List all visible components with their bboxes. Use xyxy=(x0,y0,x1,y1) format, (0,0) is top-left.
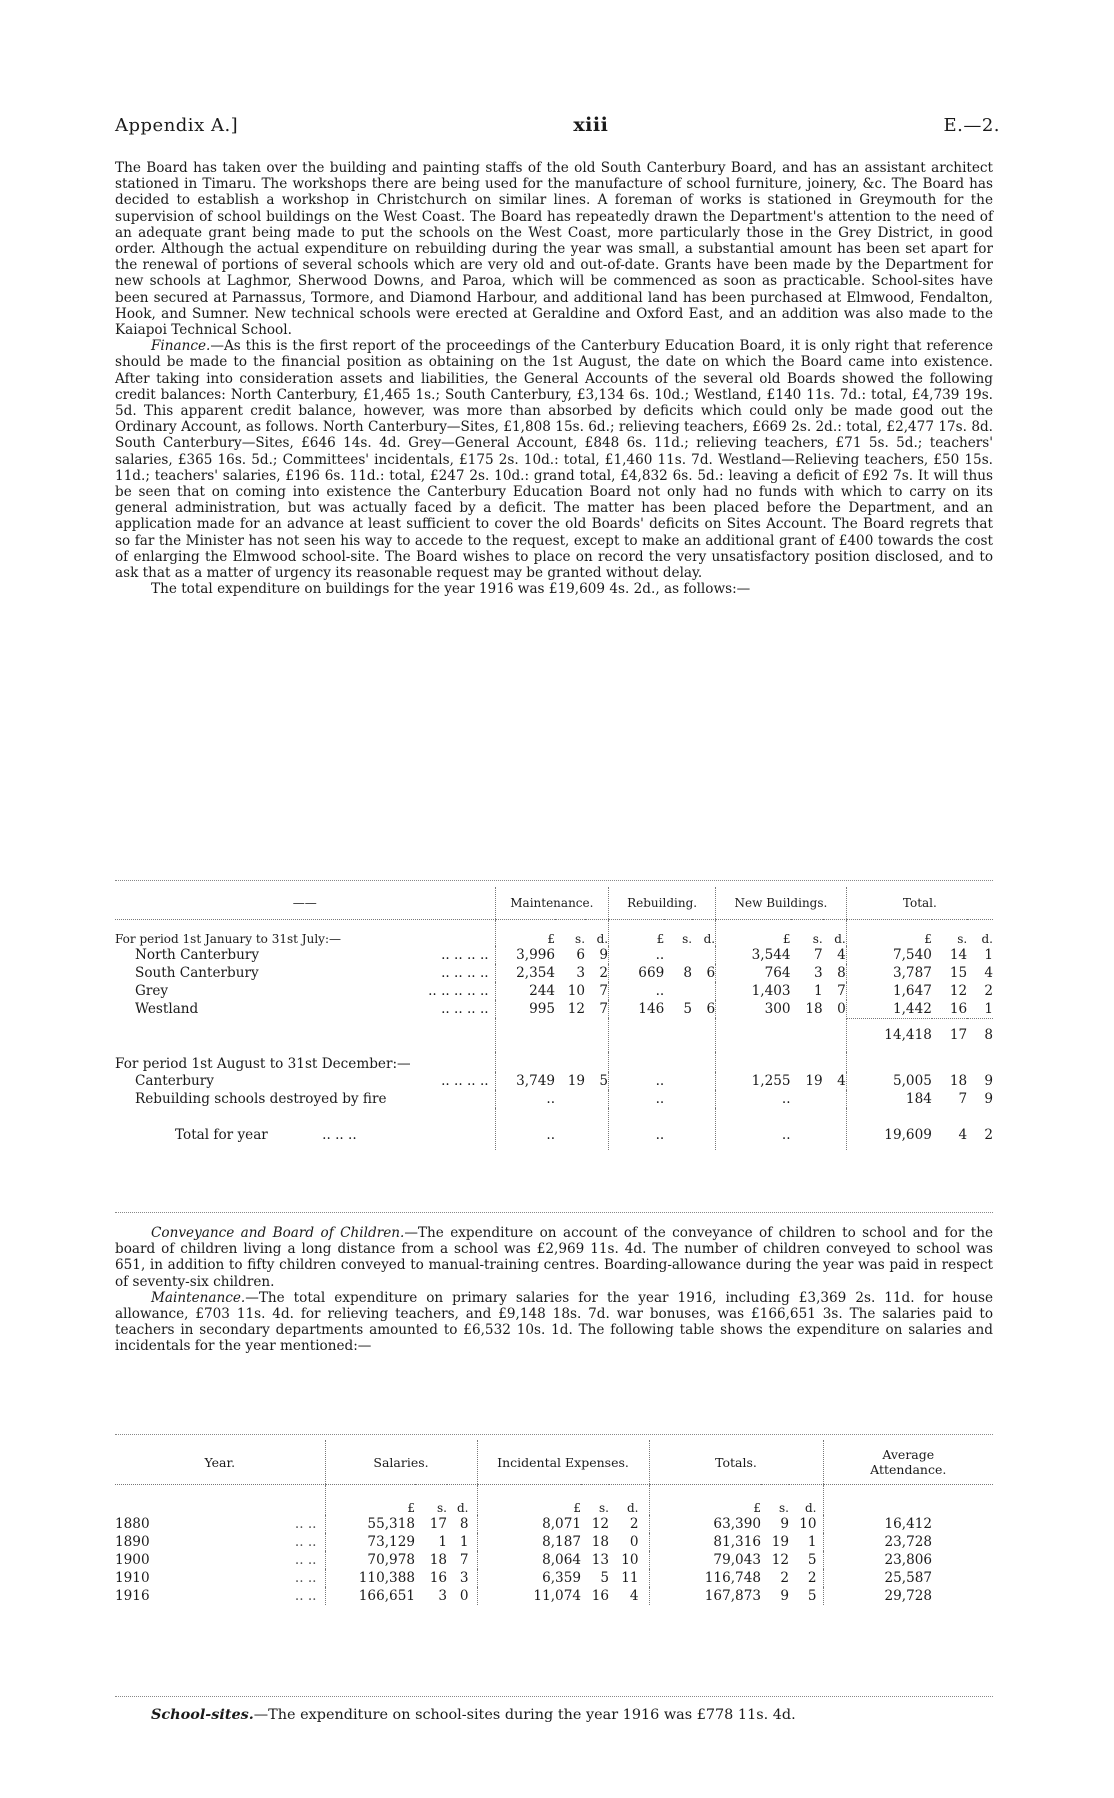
amount-cell-inc: 13 xyxy=(591,1552,609,1568)
amount-cell-t: 14 xyxy=(949,947,968,963)
header-appendix: Appendix A.] xyxy=(115,115,239,136)
amount-cell-tot: 19 xyxy=(771,1534,789,1550)
amount-cell-t: 3,787 xyxy=(846,964,932,982)
unit-pence: d. xyxy=(596,932,609,946)
salaries-units-row xyxy=(115,1485,993,1516)
amount-cell-r: 146 xyxy=(609,1000,665,1018)
row-label: South Canterbury xyxy=(135,965,259,981)
amount-cell-r: 8 xyxy=(683,965,693,981)
header-year: Year. xyxy=(115,1440,325,1485)
school-sites-paragraph xyxy=(151,1706,796,1723)
total-new-buildings: .. xyxy=(716,1108,791,1150)
amount-cell-r: .. xyxy=(609,946,665,964)
amount-cell-m: 3 xyxy=(576,965,586,981)
amount-cell-sal: 3 xyxy=(438,1588,447,1604)
total-year-pence: 2 xyxy=(984,1127,993,1143)
table-row xyxy=(115,1000,993,1018)
header-blank: —— xyxy=(115,887,495,920)
amount-cell-m: 9 xyxy=(599,947,609,963)
table-row xyxy=(115,1090,993,1108)
period-two-rows xyxy=(115,1072,993,1108)
table-row xyxy=(115,982,993,1000)
amount-cell-sal: 8 xyxy=(459,1516,469,1532)
subtotal-pounds: 14,418 xyxy=(846,1018,932,1052)
school-sites-text: —The expenditure on school-sites during the year 1916 was £778 11s. 4d. xyxy=(253,1707,796,1723)
amount-cell-tot: 2 xyxy=(807,1570,817,1586)
header-maintenance: Maintenance. xyxy=(495,887,608,920)
amount-cell-sal: 1 xyxy=(459,1534,469,1550)
row-label-cell xyxy=(115,1072,495,1090)
unit-pence: d. xyxy=(703,932,716,946)
amount-cell-m: 2,354 xyxy=(495,964,555,982)
amount-cell-tot: 167,873 xyxy=(649,1587,761,1605)
table-row xyxy=(115,946,993,964)
maintenance-text: —The total expenditure on primary salaries for the year 1916, including £3,369 2s. 11d. for house allowance, £703 11s. 4d. for relieving teachers, and £9,148 18s. 7d. war bonuses, was £166,651 3s. The salaries paid to teachers in secondary departments amounted to £6,532 10s. 1d. The following table shows the expenditure on salaries and incidentals for the year mentioned:— xyxy=(115,1289,993,1355)
table-row xyxy=(115,1587,993,1605)
year-cell xyxy=(115,1587,325,1605)
period-two-heading-row xyxy=(115,1052,993,1072)
header-total: Total. xyxy=(846,887,993,920)
amount-cell-n: 18 xyxy=(805,1001,823,1017)
leader-dots: .. .. xyxy=(294,1534,317,1550)
buildings-expenditure-table xyxy=(115,887,993,1150)
conveyance-heading: Conveyance and Board of Children. xyxy=(151,1225,405,1241)
unit-pounds: £ xyxy=(846,920,932,947)
amount-cell-inc: 8,187 xyxy=(477,1533,581,1551)
amount-cell-r xyxy=(664,1072,692,1090)
header-new-buildings: New Buildings. xyxy=(716,887,847,920)
period-one-label: For period 1st January to 31st July:— xyxy=(115,932,341,946)
amount-cell-inc: 8,064 xyxy=(477,1551,581,1569)
body-text-top xyxy=(115,160,993,597)
unit-shillings: s. xyxy=(779,1501,789,1515)
amount-cell-m: 244 xyxy=(495,982,555,1000)
buildings-header-row xyxy=(115,887,993,920)
total-for-year-label: Total for year xyxy=(175,1127,268,1143)
year-label: 1900 xyxy=(115,1552,150,1568)
amount-cell-n xyxy=(791,1090,823,1108)
amount-cell-t: 4 xyxy=(984,965,993,981)
amount-cell-tot: 81,316 xyxy=(649,1533,761,1551)
amount-cell-m: 7 xyxy=(599,983,609,999)
amount-cell-t: 1,647 xyxy=(846,982,932,1000)
amount-cell-n: 1,255 xyxy=(716,1072,791,1090)
leader-dots: .. .. .. xyxy=(322,1127,357,1143)
amount-cell-r xyxy=(664,982,692,1000)
leader-dots: .. .. .. .. .. xyxy=(428,983,489,999)
unit-shillings: s. xyxy=(575,932,586,946)
amount-cell-inc: 0 xyxy=(629,1534,639,1550)
leader-dots: .. .. .. .. xyxy=(441,1001,489,1017)
salaries-table-top-rule xyxy=(115,1434,993,1435)
amount-cell-r: .. xyxy=(609,1072,665,1090)
amount-cell-sal: 7 xyxy=(459,1552,469,1568)
year-cell xyxy=(115,1533,325,1551)
amount-cell-n: 7 xyxy=(837,983,846,999)
amount-cell-n: 1 xyxy=(814,983,823,999)
amount-cell-sal: 17 xyxy=(429,1516,447,1532)
amount-cell-inc: 5 xyxy=(600,1570,609,1586)
body-text-middle xyxy=(115,1225,993,1355)
amount-cell-r xyxy=(692,946,716,964)
total-year-shillings: 4 xyxy=(958,1127,968,1143)
row-label: Grey xyxy=(135,983,169,999)
amount-cell-tot: 5 xyxy=(807,1552,817,1568)
unit-pounds: £ xyxy=(325,1485,415,1516)
amount-cell-t: 7 xyxy=(958,1091,968,1107)
row-label: Rebuilding schools destroyed by fire xyxy=(135,1091,387,1107)
amount-cell-inc: 2 xyxy=(629,1516,639,1532)
amount-cell-inc: 4 xyxy=(629,1588,639,1604)
amount-cell-n: 8 xyxy=(837,965,846,981)
amount-cell-sal: 3 xyxy=(459,1570,469,1586)
units-row xyxy=(115,920,993,947)
table-top-rule xyxy=(115,880,993,881)
amount-cell-t: 16 xyxy=(949,1000,968,1017)
row-label: Westland xyxy=(135,1001,199,1017)
amount-cell-tot: 10 xyxy=(799,1516,817,1532)
amount-cell-t: 9 xyxy=(984,1091,993,1107)
row-label-cell xyxy=(115,1000,495,1018)
amount-cell-t: 1,442 xyxy=(846,1000,932,1018)
unit-pence: d. xyxy=(805,1501,817,1515)
amount-cell-m: 995 xyxy=(495,1000,555,1018)
amount-cell-tot: 9 xyxy=(780,1588,789,1604)
unit-pence: d. xyxy=(457,1501,469,1515)
table-row xyxy=(115,1072,993,1090)
leader-dots: .. .. xyxy=(294,1516,317,1532)
unit-shillings: s. xyxy=(812,932,823,946)
attendance-cell: 16,412 xyxy=(823,1515,993,1533)
table-row xyxy=(115,1533,993,1551)
amount-cell-inc: 10 xyxy=(621,1552,639,1568)
amount-cell-n xyxy=(823,1090,847,1108)
header-page-number: xiii xyxy=(573,114,609,136)
salaries-table xyxy=(115,1440,993,1605)
amount-cell-r: .. xyxy=(609,1090,665,1108)
amount-cell-m: 3,749 xyxy=(495,1072,555,1090)
amount-cell-n: 3,544 xyxy=(716,946,791,964)
unit-pounds: £ xyxy=(495,920,555,947)
school-sites-heading: School-sites. xyxy=(151,1706,254,1723)
amount-cell-tot: 1 xyxy=(807,1534,817,1550)
amount-cell-tot: 5 xyxy=(807,1588,817,1604)
amount-cell-r: .. xyxy=(609,982,665,1000)
amount-cell-n: 0 xyxy=(837,1001,846,1017)
amount-cell-tot: 63,390 xyxy=(649,1515,761,1533)
amount-cell-t: 9 xyxy=(984,1073,993,1089)
amount-cell-n: 3 xyxy=(814,965,823,981)
paragraph-total-expenditure: The total expenditure on buildings for the year 1916 was £19,609 4s. 2d., as follows:— xyxy=(151,581,751,598)
finance-text: —As this is the first report of the proceedings of the Canterbury Education Board, it is only right that reference should be made to the financial position as obtaining on the 1st August, the date on which the Board came into existence. After taking into consideration assets and liabilities, the General Accounts of the several old Boards showed the following credit balances: North Canterbury, £1,465 1s.; South Canterbury, £3,134 6s. 10d.; Westland, £140 11s. 7d.: total, £4,739 19s. 5d. This apparent credit balance, however, was more than absorbed by deficits which could only be made good out the Ordinary Account, as follows. North Canterbury—Sites, £1,808 15s. 6d.; relieving teachers, £669 2s. 2d.: total, £2,477 17s. 8d. South Canterbury—Sites, £646 14s. 4d. Grey—General Account, £848 6s. 11d.; relieving teachers, £71 5s. 5d.; teachers' salaries, £365 16s. 5d.; Committees' incidentals, £175 2s. 10d.: total, £1,460 11s. 7d. Westland—Relieving teachers, £50 15s. 11d.; teachers' salaries, £196 6s. 11d.: total, £247 2s. 10d.: grand total, £4,832 6s. 5d.: leaving a deficit of £92 7s. It will thus be seen that on coming into existence the Canterbury Education Board not only had no funds with which to carry on its general administration, but was actually faced by a deficit. The matter has been placed before the Department, and an application made for an advance at least sufficient to cover the old Boards' deficits on Sites Account. The Board regrets that so far the Minister has not seen his way to accede to the request, except to make an additional grant of £400 towards the cost of enlarging the Elmwood school-site. The Board wishes to place on record the very unsatisfactory position disclosed, and to ask that as a matter of urgency its reasonable request may be granted without delay. xyxy=(115,338,993,582)
amount-cell-n: 764 xyxy=(716,964,791,982)
subtotal-row xyxy=(115,1018,993,1052)
amount-cell-n: 300 xyxy=(716,1000,791,1018)
amount-cell-r xyxy=(692,1090,716,1108)
amount-cell-m: 19 xyxy=(567,1073,586,1089)
row-label: North Canterbury xyxy=(135,947,260,963)
paragraph-maintenance xyxy=(115,1290,993,1355)
amount-cell-sal: 18 xyxy=(429,1552,447,1568)
year-label: 1916 xyxy=(115,1588,150,1604)
year-cell xyxy=(115,1551,325,1569)
paragraph-finance xyxy=(115,338,993,581)
unit-pounds: £ xyxy=(609,920,665,947)
year-label: 1880 xyxy=(115,1516,150,1532)
amount-cell-r: 6 xyxy=(706,1001,716,1017)
amount-cell-inc: 11,074 xyxy=(477,1587,581,1605)
row-label: Canterbury xyxy=(135,1073,214,1089)
amount-cell-m xyxy=(555,1090,585,1108)
amount-cell-sal: 1 xyxy=(438,1534,447,1550)
amount-cell-sal: 73,129 xyxy=(325,1533,415,1551)
unit-pence: d. xyxy=(981,932,993,946)
unit-shillings: s. xyxy=(437,1501,447,1515)
amount-cell-sal: 166,651 xyxy=(325,1587,415,1605)
year-label: 1890 xyxy=(115,1534,150,1550)
amount-cell-m: 6 xyxy=(576,947,586,963)
year-label: 1910 xyxy=(115,1570,150,1586)
attendance-cell: 29,728 xyxy=(823,1587,993,1605)
amount-cell-sal: 16 xyxy=(429,1570,447,1586)
row-label-cell xyxy=(115,946,495,964)
attendance-cell: 25,587 xyxy=(823,1569,993,1587)
amount-cell-r xyxy=(664,946,692,964)
amount-cell-inc: 12 xyxy=(591,1516,609,1532)
amount-cell-t: 15 xyxy=(949,965,968,981)
amount-cell-r: 5 xyxy=(683,1001,693,1017)
amount-cell-m: 10 xyxy=(567,983,586,999)
amount-cell-r xyxy=(692,1072,716,1090)
row-label-cell xyxy=(115,964,495,982)
amount-cell-m: 5 xyxy=(599,1073,609,1089)
amount-cell-t: 1 xyxy=(984,947,993,963)
row-label-cell xyxy=(115,1090,495,1108)
amount-cell-t: 184 xyxy=(846,1090,932,1108)
year-cell xyxy=(115,1569,325,1587)
leader-dots: .. .. xyxy=(294,1552,317,1568)
unit-pence: d. xyxy=(627,1501,639,1515)
amount-cell-t: 18 xyxy=(949,1073,968,1089)
amount-cell-m: 12 xyxy=(567,1001,586,1017)
amount-cell-sal: 70,978 xyxy=(325,1551,415,1569)
total-maintenance: .. xyxy=(495,1108,555,1150)
unit-shillings: s. xyxy=(599,1501,609,1515)
attendance-cell: 23,806 xyxy=(823,1551,993,1569)
salaries-header-row xyxy=(115,1440,993,1485)
leader-dots: .. .. xyxy=(294,1570,317,1586)
year-cell xyxy=(115,1515,325,1533)
amount-cell-n: 4 xyxy=(837,947,846,963)
amount-cell-t: 12 xyxy=(949,983,968,999)
subtotal-pence: 8 xyxy=(967,1018,993,1052)
amount-cell-n: 19 xyxy=(805,1073,823,1089)
header-reference: E.—2. xyxy=(943,115,1000,136)
page-header xyxy=(115,114,1000,136)
leader-dots: .. .. .. .. xyxy=(441,947,489,963)
amount-cell-tot: 2 xyxy=(780,1570,789,1586)
amount-cell-r: 6 xyxy=(706,965,716,981)
amount-cell-inc: 11 xyxy=(621,1570,639,1586)
amount-cell-inc: 16 xyxy=(591,1588,609,1604)
subtotal-shillings: 17 xyxy=(932,1018,967,1052)
amount-cell-n: 4 xyxy=(837,1073,846,1089)
amount-cell-tot: 116,748 xyxy=(649,1569,761,1587)
header-incidental: Incidental Expenses. xyxy=(477,1440,649,1485)
period-two-label: For period 1st August to 31st December:— xyxy=(115,1056,411,1072)
table-row xyxy=(115,1551,993,1569)
amount-cell-tot: 12 xyxy=(771,1552,789,1568)
amount-cell-r xyxy=(692,982,716,1000)
amount-cell-m xyxy=(585,1090,609,1108)
salaries-table-bottom-rule xyxy=(115,1696,993,1697)
maintenance-heading: Maintenance. xyxy=(151,1289,246,1306)
leader-dots: .. .. .. .. xyxy=(441,1073,489,1089)
amount-cell-m: 7 xyxy=(599,1001,609,1017)
amount-cell-sal: 110,388 xyxy=(325,1569,415,1587)
table-row xyxy=(115,1515,993,1533)
amount-cell-inc: 18 xyxy=(591,1534,609,1550)
amount-cell-m: 2 xyxy=(599,965,609,981)
unit-pounds: £ xyxy=(716,920,791,947)
amount-cell-t: 2 xyxy=(984,983,993,999)
unit-pence: d. xyxy=(834,932,846,946)
amount-cell-inc: 8,071 xyxy=(477,1515,581,1533)
row-label-cell xyxy=(115,982,495,1000)
period-one-rows xyxy=(115,946,993,1018)
conveyance-text: —The expenditure on account of the conveyance of children to school and for the board of children living a long distance from a school was £2,969 11s. 4d. The number of children conveyed to school was 651, in addition to fifty children conveyed to manual-training centres. Boarding-allowance during the year was paid in respect of seventy-six children. xyxy=(115,1225,993,1290)
amount-cell-sal: 0 xyxy=(459,1588,469,1604)
paragraph-buildings: The Board has taken over the building and painting staffs of the old South Canterbury Board, and has an assistant architect stationed in Timaru. The workshops there are being used for the manufacture of school furniture, joinery, &c. The Board has decided to establish a workshop in Christchurch on similar lines. A foreman of works is stationed in Greymouth for the supervision of school buildings on the West Coast. The Board has repeatedly drawn the Department's attention to the need of an adequate grant being made to put the schools on the West Coast, more particularly those in the Grey District, in good order. Although the actual expenditure on rebuilding during the year was small, a substantial amount has been set apart for the renewal of portions of several schools which are very old and out-of-date. Grants have been made by the Department for new schools at Laghmor, Sherwood Downs, and Paroa, which will be commenced as soon as practicable. School-sites have been secured at Parnassus, Tormore, and Diamond Harbour, and additional land has been purchased at Elmwood, Fendalton, Hook, and Sumner. New technical schools were erected at Geraldine and Oxford East, and an addition was also made to the Kaiapoi Technical School. xyxy=(115,160,993,339)
amount-cell-tot: 79,043 xyxy=(649,1551,761,1569)
paragraph-conveyance xyxy=(115,1225,993,1290)
amount-cell-tot: 9 xyxy=(780,1516,789,1532)
amount-cell-n: 7 xyxy=(814,947,823,963)
table-row xyxy=(115,964,993,982)
amount-cell-t: 1 xyxy=(984,1000,993,1017)
leader-dots: .. .. .. .. xyxy=(441,965,489,981)
amount-cell-m: 3,996 xyxy=(495,946,555,964)
table-row xyxy=(115,1569,993,1587)
amount-cell-r xyxy=(664,1090,692,1108)
table-bottom-rule xyxy=(115,1212,993,1213)
unit-pounds: £ xyxy=(477,1485,581,1516)
amount-cell-m: .. xyxy=(495,1090,555,1108)
unit-shillings: s. xyxy=(682,932,693,946)
amount-cell-t: 7,540 xyxy=(846,946,932,964)
header-salaries: Salaries. xyxy=(325,1440,477,1485)
amount-cell-t: 5,005 xyxy=(846,1072,932,1090)
leader-dots: .. .. xyxy=(294,1588,317,1604)
attendance-cell: 23,728 xyxy=(823,1533,993,1551)
header-totals: Totals. xyxy=(649,1440,823,1485)
amount-cell-inc: 6,359 xyxy=(477,1569,581,1587)
amount-cell-n: .. xyxy=(716,1090,791,1108)
unit-shillings: s. xyxy=(957,932,968,946)
header-rebuilding: Rebuilding. xyxy=(609,887,716,920)
amount-cell-r: 669 xyxy=(609,964,665,982)
amount-cell-sal: 55,318 xyxy=(325,1515,415,1533)
total-year-pounds: 19,609 xyxy=(846,1108,932,1150)
total-for-year-row xyxy=(115,1108,993,1150)
unit-pounds: £ xyxy=(649,1485,761,1516)
amount-cell-n: 1,403 xyxy=(716,982,791,1000)
salaries-rows xyxy=(115,1515,993,1605)
total-rebuilding: .. xyxy=(609,1108,665,1150)
finance-heading: Finance. xyxy=(151,338,211,355)
header-attendance: Average Attendance. xyxy=(823,1440,993,1485)
